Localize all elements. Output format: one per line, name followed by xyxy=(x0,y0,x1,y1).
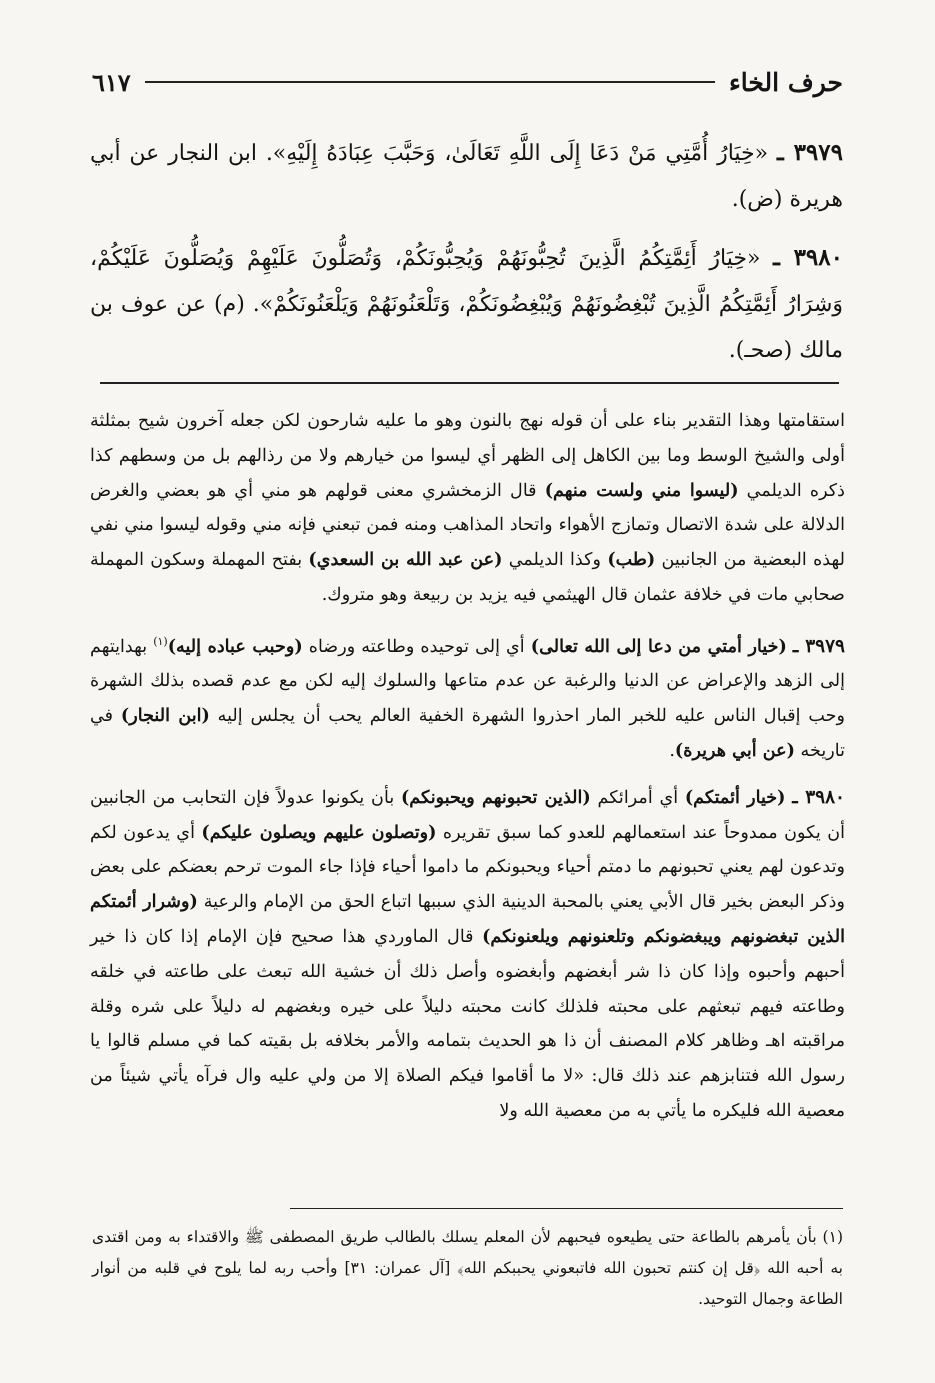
commentary-text: في تاريخه xyxy=(90,706,845,762)
quoted-phrase: (وحبب عباده إليه) xyxy=(167,635,303,657)
commentary xyxy=(90,404,845,1141)
header-rule xyxy=(145,81,715,83)
commentary-text: بأن يكونوا عدولاً فإن التحابب من الجانبين أن يكون ممدوحاً عند استعمالهم للعدو كما سبق تقريره xyxy=(90,787,846,843)
hadith-3979 xyxy=(90,130,843,223)
quoted-phrase: (ليسوا مني ولست منهم) xyxy=(544,479,739,501)
commentary-text: أي إلى توحيده وطاعته ورضاه xyxy=(302,636,531,657)
narrator: (عن أبي هريرة) xyxy=(674,740,795,762)
quoted-phrase: (خيار أمتي من دعا إلى الله تعالى) xyxy=(530,635,787,657)
footnote-divider xyxy=(290,1208,843,1209)
page-number: ٦١٧ xyxy=(92,67,131,97)
footnotes xyxy=(92,1222,843,1315)
hadith-number: ٣٩٨٠ ـ xyxy=(773,244,843,271)
commentary-3979 xyxy=(90,625,845,769)
commentary-text: بهدايتهم إلى الزهد والإعراض عن الدنيا والرغبة عن عدم متاعها والسلوك إليه لكن مع عدم قصده بذلك الشهرة وحب إقبال الناس عليه للخبر المار احذروا الشهرة الخفية العالم يحب أن يجلس إليه xyxy=(90,636,845,727)
commentary-text: . xyxy=(669,741,675,762)
commentary-text: وكذا الديلمي xyxy=(502,550,608,571)
commentary-text: قال الزمخشري معنى قولهم هو مني أي هو بعضي والغرض الدلالة على شدة الاتصال وتمازج الأهواء واتحاد المذاهب ومنه فمن تبعني فإنه مني وقوله ليسوا مني نفي لهذه البعضية من الجانبين xyxy=(90,480,845,571)
commentary-text: أي أمرائكم xyxy=(590,787,685,808)
commentary-text: بفتح المهملة وسكون المهملة صحابي مات في خلافة عثمان قال الهيثمي فيه يزيد بن ربيعة وهو متروك. xyxy=(90,550,845,605)
hadith-number: ٣٩٧٩ ـ xyxy=(792,635,845,657)
hadith-number: ٣٩٧٩ ـ xyxy=(776,139,843,166)
footnote-ref: (١) xyxy=(153,634,168,648)
quoted-phrase: (وتصلون عليهم ويصلون عليكم) xyxy=(201,821,437,843)
quoted-phrase: (الذين تحبونهم ويحبونكم) xyxy=(400,786,591,808)
page-header xyxy=(92,62,843,102)
source-code: (طب) xyxy=(607,549,656,571)
chapter-title: حرف الخاء xyxy=(729,67,843,97)
quoted-phrase: (خيار أئمتكم) xyxy=(684,786,786,808)
section-divider xyxy=(100,382,839,384)
source-code: (ابن النجار) xyxy=(120,705,210,727)
narrator: (عن عبد الله بن السعدي) xyxy=(308,549,503,571)
hadith-text: «خِيَارُ أَئِمَّتِكُمُ الَّذِينَ تُحِبُّونَهُمْ وَيُحِبُّونَكُمْ، وَتُصَلُّونَ عَلَيْهِمْ وَيُصَلُّونَ عَلَيْكُمْ، وَشِرَارُ أَئِمَّتِكُمُ الَّذِينَ تُبْغِضُونَهُمْ وَيُبْغِضُونَكُمْ، وَتَلْعَنُونَهُمْ وَيَلْعَنُونَكُمْ». (م) عن عوف بن مالك (صحـ). xyxy=(90,246,843,363)
commentary-text: أي يدعون لكم وتدعون لهم يعني تحبونهم ما دمتم أحياء ويحبونكم ما داموا أحياء فإذا جاء الموت ترحم بعضكم على بعض وذكر البعض بخير قال الأبي يعني بالمحبة الدينية الذي سببها اتباع الحق من الإمام والرعية xyxy=(90,822,845,913)
commentary-text: قال الماوردي هذا صحيح فإن الإمام إذا كان ذا خير أحبهم وأحبوه وإذا كان ذا شر أبغضهم وأبغضوه وأصل ذلك أن خشية الله تبعث على طاعته في خلقه وطاعته فيهم تبعثهم على محبته فلذلك كانت محبته دليلاً على خيره وبغضهم له دليلاً على شره وقلة مراقبته اهـ وظاهر كلام المصنف أن ذا هو الحديث بتمامه والأمر بخلافه بل بقيته كما في مسلم قالوا يا رسول الله فتنابزهم عند ذلك قال: «لا ما أقاموا فيكم الصلاة إلا من ولي عليه وال فرآه يأتي شيئاً من معصية الله فليكره ما يأتي به من معصية الله ولا xyxy=(90,927,845,1121)
hadith-3980 xyxy=(90,235,843,374)
quoted-phrase: (وشرار أئمتكم الذين تبغضونهم ويبغضونكم وتلعنونهم ويلعنونكم) xyxy=(90,891,845,948)
hadith-texts xyxy=(90,130,843,386)
hadith-number: ٣٩٨٠ ـ xyxy=(792,786,845,808)
commentary-text: استقامتها وهذا التقدير بناء على أن قوله نهج بالنون وهو ما عليه شارحون لكن جعله آخرون شيح بمثلثة أولى والشيخ الوسط وما بين الكاهل إلى الظهر أي ليسوا من خيارهم ولا من رذالهم بل من وسطهم كذا ذكره الديلمي xyxy=(90,411,845,501)
footnote-1: (١) بأن يأمرهم بالطاعة حتى يطيعوه فيحبهم لأن المعلم يسلك بالطالب طريق المصطفى ﷺ والاقتداء به ومن اقتدى به أحبه الله ﴿قل إن كنتم تحبون الله فاتبعوني يحببكم الله﴾ [آل عمران: ٣١] وأحب ربه لما يلوح في قلبه من أنوار الطاعة وجمال التوحيد. xyxy=(92,1228,843,1308)
hadith-text: «خِيَارُ أُمَّتِي مَنْ دَعَا إِلَى اللَّهِ تَعَالَىٰ، وَحَبَّبَ عِبَادَهُ إِلَيْهِ». ابن النجار عن أبي هريرة (ض). xyxy=(90,141,843,212)
commentary-continuation xyxy=(90,404,845,613)
commentary-3980 xyxy=(90,781,845,1129)
